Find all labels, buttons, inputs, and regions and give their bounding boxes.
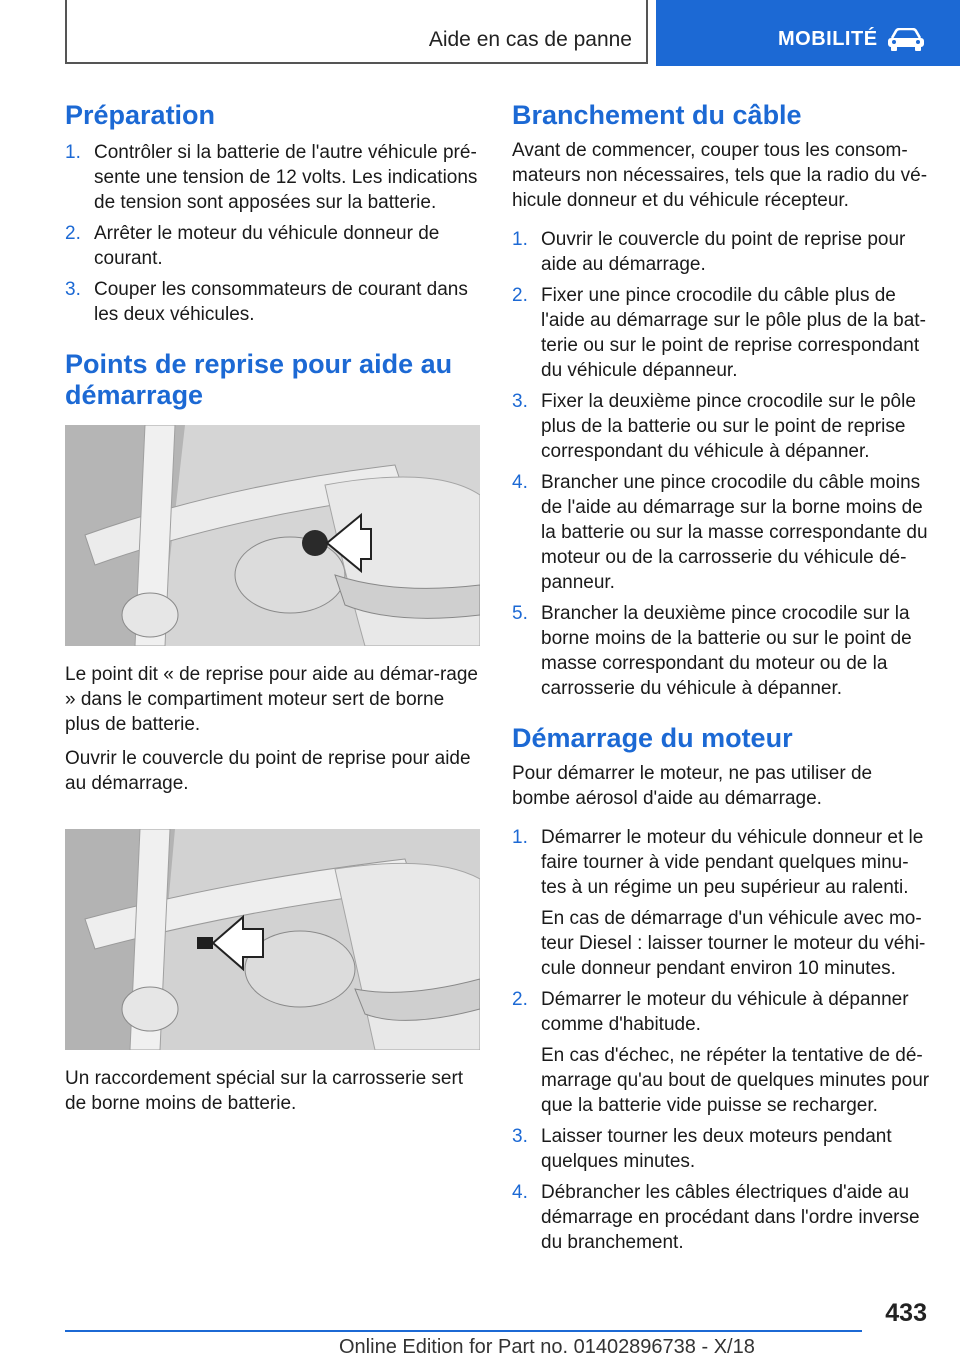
footer-edition-text: Online Edition for Part no. 01402896738 - X/18 bbox=[339, 1336, 755, 1358]
list-item: 4. Débrancher les câbles électriques d'aide au démarrage en procédant dans l'ordre inverse du branchement. bbox=[512, 1182, 920, 1253]
caption-open-cover: Ouvrir le couvercle du point de reprise pour aide au démarrage. bbox=[65, 748, 471, 794]
list-item: 2. Fixer une pince crocodile du câble plus de l'aide au démarrage sur le pôle plus de la bat-terie ou sur le point de reprise correspondant du véhicule dépanneur. bbox=[512, 285, 926, 381]
header-chapter-label: MOBILITÉ bbox=[778, 28, 878, 50]
list-item-note: En cas d'échec, ne répéter la tentative de dé-marrage qu'au bout de quelques minutes pour que la batterie vide puisse se recharger. bbox=[541, 1045, 930, 1116]
footer-divider bbox=[65, 1330, 862, 1332]
demarrage-list bbox=[512, 825, 930, 1255]
list-item-note: En cas de démarrage d'un véhicule avec mo-teur Diesel : laisser tourner le moteur du véhi-cule donneur pendant environ 10 minutes. bbox=[541, 908, 926, 979]
list-item: 5. Brancher la deuxième pince crocodile sur la borne moins de la batterie ou sur le point de masse correspondant du moteur ou de la carrosserie du véhicule à dépanner. bbox=[512, 603, 912, 699]
list-item: 4. Brancher une pince crocodile du câble moins de l'aide au démarrage sur la borne moins de la batterie ou sur la masse correspondante du moteur ou de la carrosserie du véhicule dé-panneur. bbox=[512, 472, 928, 593]
header-section-title: Aide en cas de panne bbox=[428, 28, 632, 51]
preparation-list bbox=[65, 140, 480, 327]
left-column bbox=[65, 100, 480, 1116]
section-title-demarrage: Démarrage du moteur bbox=[512, 723, 793, 753]
section-title-points: Points de reprise pour aide au démarrage bbox=[65, 349, 453, 410]
page-header bbox=[0, 0, 960, 66]
list-item: 1. Contrôler si la batterie de l'autre véhicule pré-sente une tension de 12 volts. Les indications de tension sont apposées sur la batterie. bbox=[65, 142, 478, 213]
engine-bay-photo-plus bbox=[65, 425, 480, 646]
list-item: 2. Démarrer le moteur du véhicule à dépanner comme d'habitude. En cas d'échec, ne répéter la tentative de dé-marrage qu'au bout de quelques minutes pour que la batterie vide puisse se recharger. bbox=[512, 989, 930, 1116]
car-icon bbox=[886, 28, 926, 52]
engine-bay-photo-minus bbox=[65, 829, 480, 1050]
section-title-branchement: Branchement du câble bbox=[512, 100, 802, 130]
demarrage-intro: Pour démarrer le moteur, ne pas utiliser de bombe aérosol d'aide au démarrage. bbox=[512, 763, 873, 809]
list-item: 3. Fixer la deuxième pince crocodile sur le pôle plus de la batterie ou sur le point de reprise correspondant du véhicule à dépanner. bbox=[512, 391, 916, 462]
list-item: 3. Laisser tourner les deux moteurs pendant quelques minutes. bbox=[512, 1126, 892, 1172]
list-item: 3. Couper les consommateurs de courant dans les deux véhicules. bbox=[65, 279, 468, 325]
section-title-preparation: Préparation bbox=[65, 100, 216, 130]
list-item: 2. Arrêter le moteur du véhicule donneur de courant. bbox=[65, 223, 440, 269]
page-number: 433 bbox=[885, 1299, 927, 1327]
caption-plus-point: Le point dit « de reprise pour aide au démar-rage » dans le compartiment moteur sert de borne plus de batterie. bbox=[65, 664, 478, 735]
right-column bbox=[512, 100, 930, 1255]
list-item: 1. Ouvrir le couvercle du point de reprise pour aide au démarrage. bbox=[512, 229, 906, 275]
list-item: 1. Démarrer le moteur du véhicule donneur et le faire tourner à vide pendant quelques minu-tes à un régime un peu supérieur au ralenti. En cas de démarrage d'un véhicule avec mo-teur Diesel : laisser tourner le moteur du véhi-cule donneur pendant environ 10 minutes. bbox=[512, 825, 930, 981]
branchement-intro: Avant de commencer, couper tous les consom-mateurs non nécessaires, tels que la radio du vé-hicule donneur et du véhicule récepteur. bbox=[512, 140, 928, 211]
header-chapter-tab bbox=[656, 0, 960, 66]
caption-minus-point: Un raccordement spécial sur la carrosserie sert de borne moins de batterie. bbox=[65, 1068, 464, 1114]
header-section-box bbox=[65, 0, 648, 64]
branchement-list bbox=[512, 227, 930, 701]
